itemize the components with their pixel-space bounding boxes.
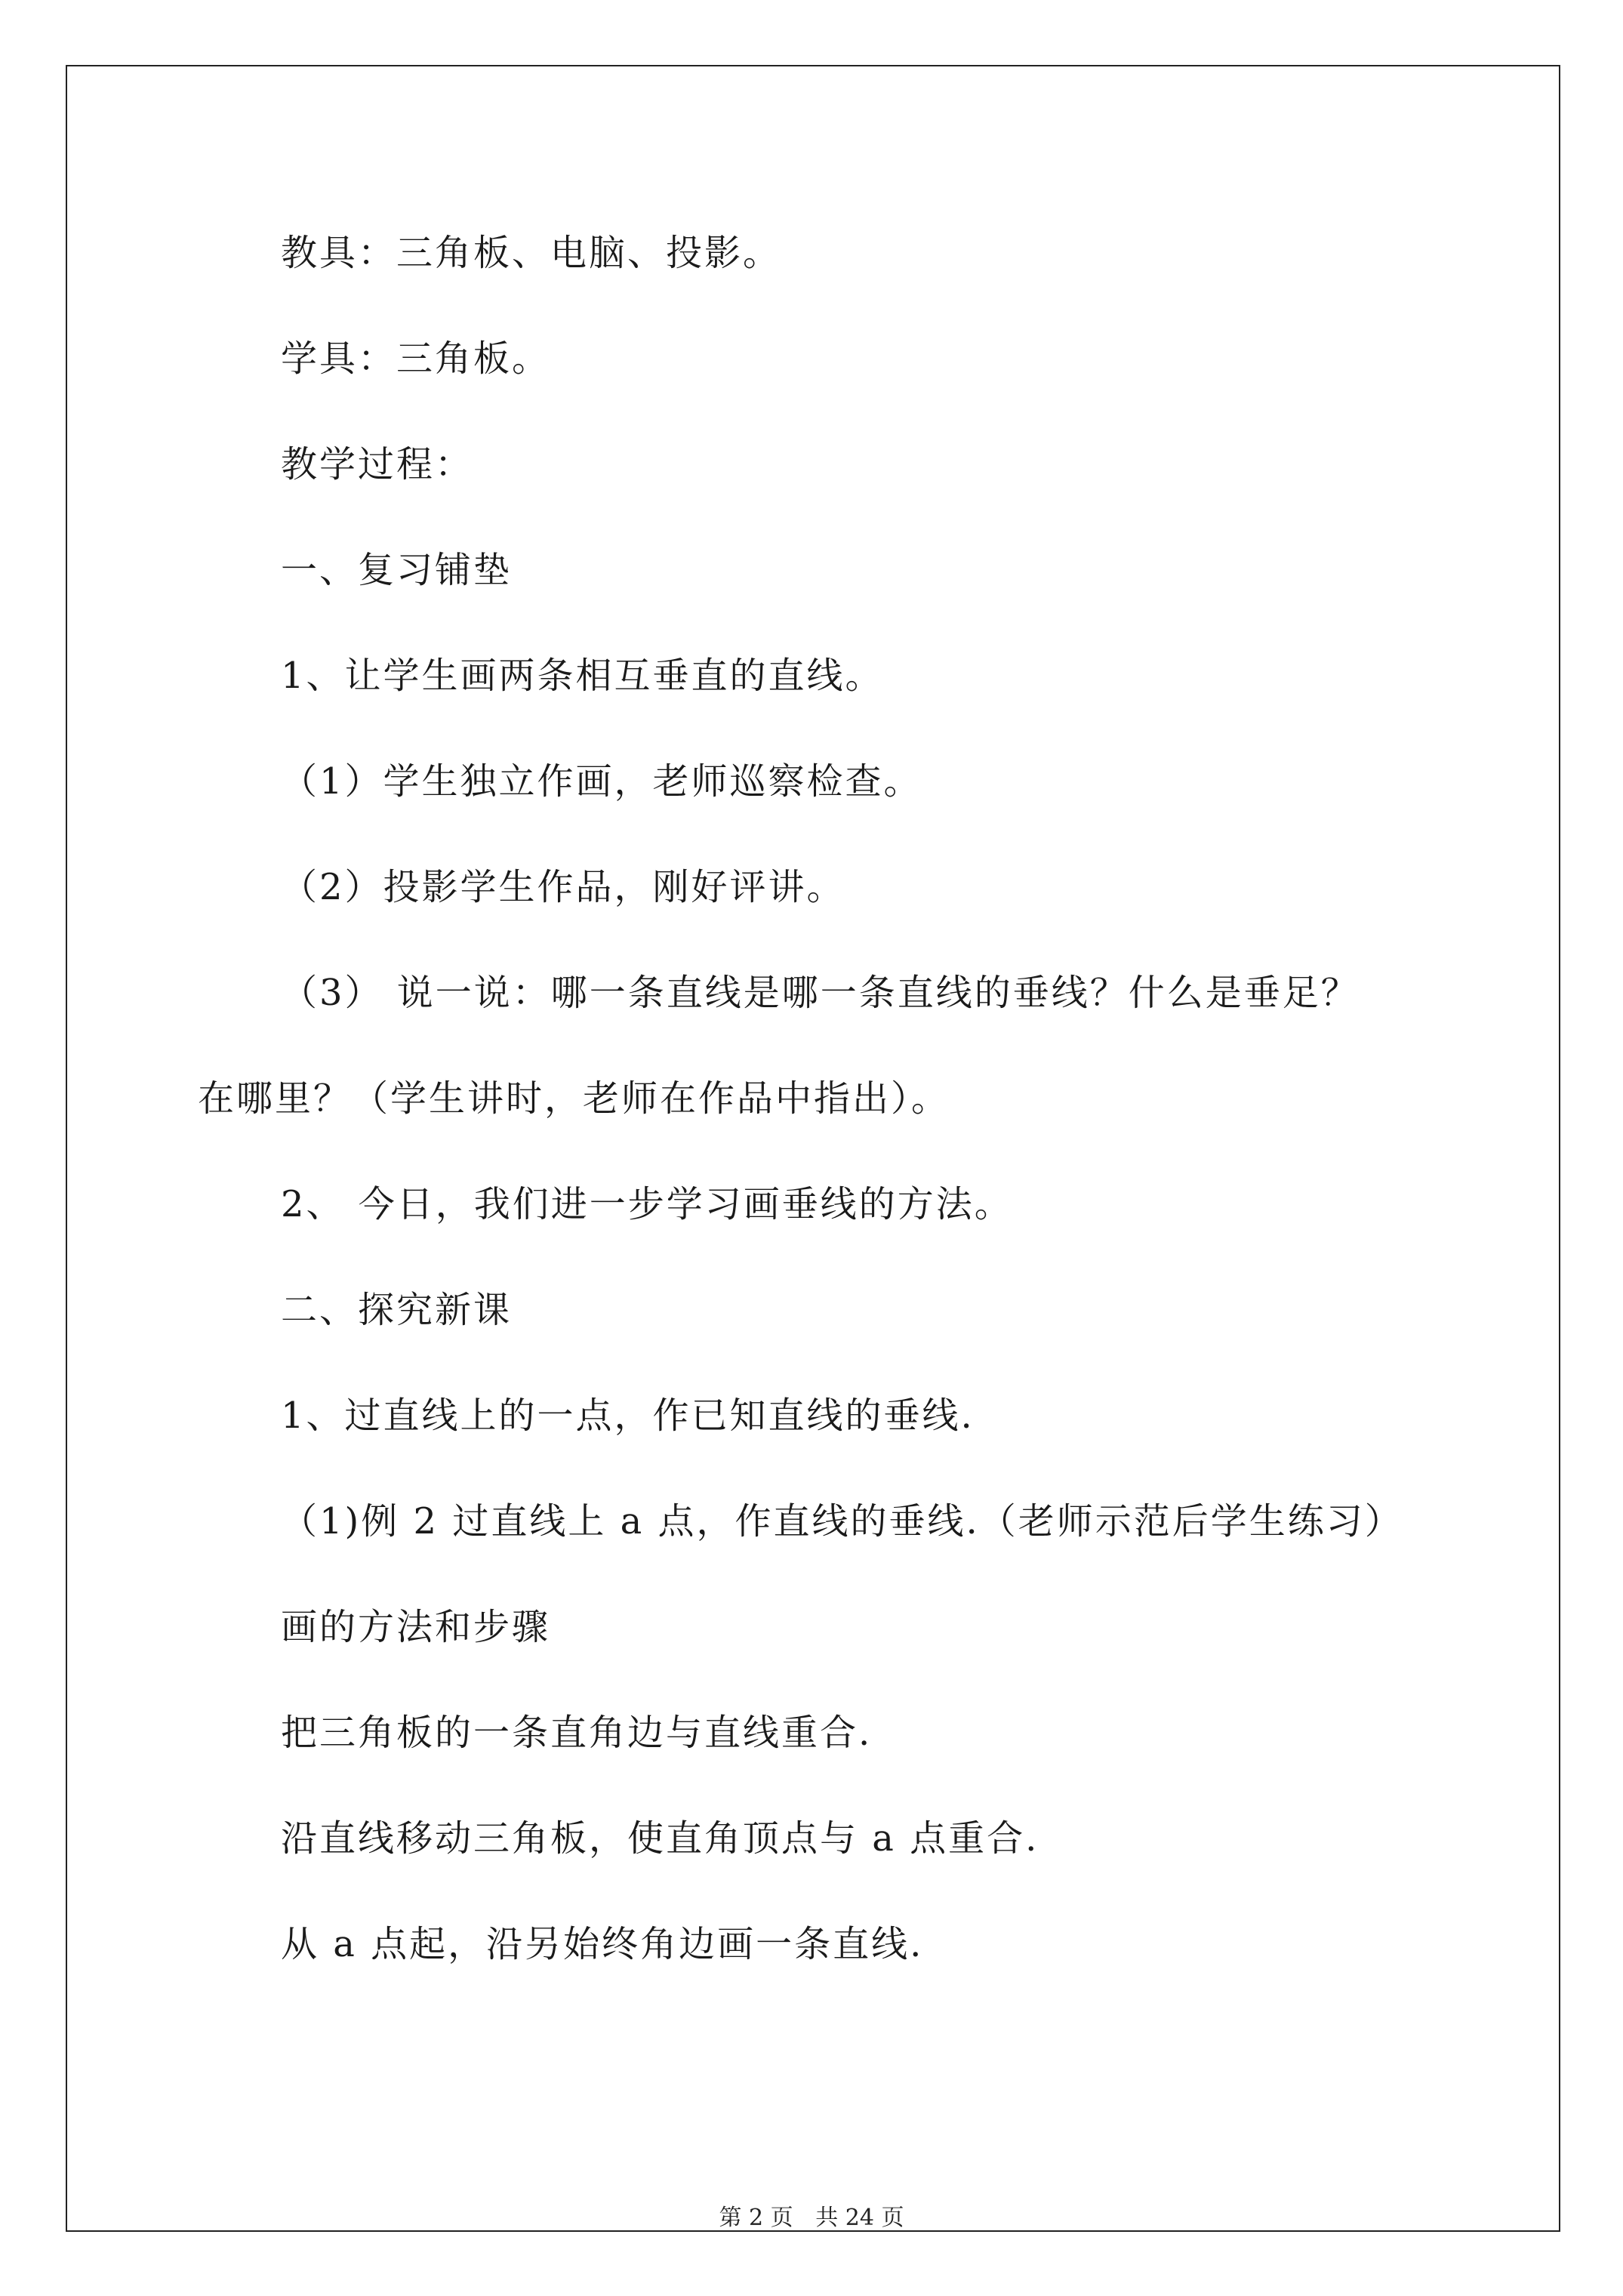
page-border: [66, 65, 1560, 2232]
text-line: （2）投影学生作品，刚好评讲。: [281, 866, 845, 908]
text-line: 1、过直线上的一点，作已知直线的垂线.: [281, 1395, 975, 1437]
page-footer: [0, 2203, 1623, 2233]
text-line: 画的方法和步骤: [281, 1606, 551, 1648]
text-line: （1)例 2 过直线上 a 点，作直线的垂线.（老师示范后学生练习）: [281, 1500, 1403, 1542]
text-line: 在哪里？（学生讲时，老师在作品中指出）。: [198, 1077, 950, 1120]
page-number: 第 2 页: [719, 2205, 793, 2231]
text-line: 从 a 点起，沿另始终角边画一条直线.: [281, 1923, 924, 1965]
page-total: 共 24 页: [815, 2205, 904, 2231]
text-line: 1、让学生画两条相互垂直的直线。: [281, 655, 884, 697]
text-line: 2、 今日，我们进一步学习画垂线的方法。: [281, 1183, 1013, 1225]
section-heading: 二、探究新课: [281, 1289, 513, 1331]
text-line: 把三角板的一条直角边与直线重合.: [281, 1712, 873, 1754]
text-line: （3） 说一说：哪一条直线是哪一条直线的垂线？什么是垂足？: [281, 972, 1360, 1014]
text-line: 沿直线移动三角板，使直角顶点与 a 点重合.: [281, 1817, 1039, 1860]
text-line: 学具：三角板。: [281, 337, 551, 380]
section-heading: 一、复习铺垫: [281, 549, 513, 591]
text-line: 教学过程：: [281, 443, 474, 485]
text-line: 教具：三角板、电脑、投影。: [281, 232, 782, 274]
text-line: （1）学生独立作画，老师巡察检查。: [281, 760, 922, 803]
